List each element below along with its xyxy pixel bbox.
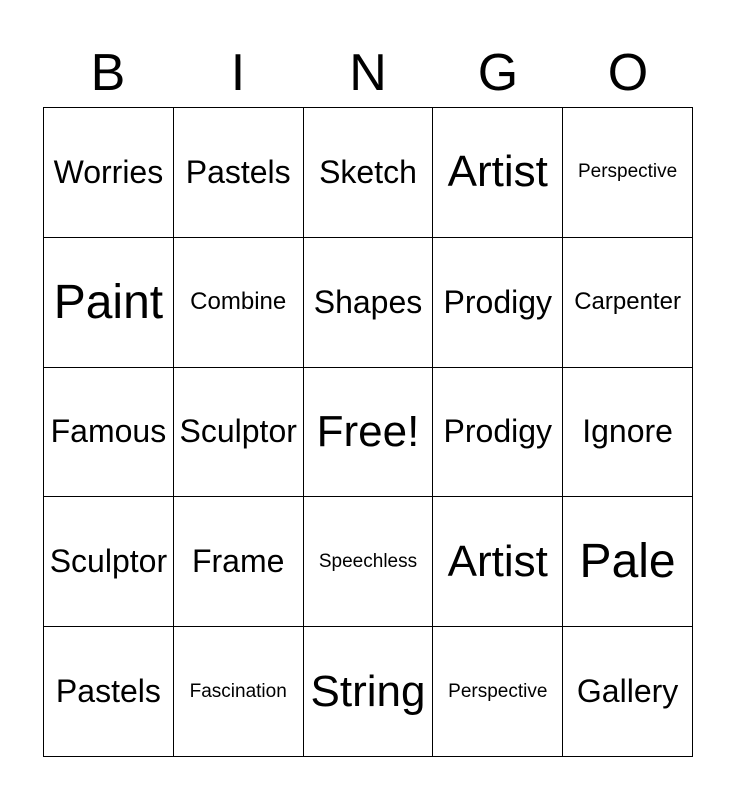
- bingo-cell-r4c4[interactable]: Artist: [433, 497, 563, 627]
- bingo-cell-r5c1[interactable]: Pastels: [44, 627, 174, 757]
- bingo-cell-r3c2[interactable]: Sculptor: [174, 368, 304, 498]
- header-letter-b: B: [90, 44, 126, 102]
- bingo-cell-r4c2[interactable]: Frame: [174, 497, 304, 627]
- bingo-cell-r1c5[interactable]: Perspective: [563, 108, 693, 238]
- header-letter-i: I: [230, 44, 246, 102]
- bingo-cell-r2c2[interactable]: Combine: [174, 238, 304, 368]
- bingo-cell-r5c3[interactable]: String: [304, 627, 434, 757]
- bingo-cell-r5c2[interactable]: Fascination: [174, 627, 304, 757]
- bingo-cell-r2c5[interactable]: Carpenter: [563, 238, 693, 368]
- header-letter-n: N: [349, 44, 387, 102]
- bingo-cell-r5c5[interactable]: Gallery: [563, 627, 693, 757]
- bingo-cell-free[interactable]: Free!: [304, 368, 434, 498]
- bingo-cell-r2c3[interactable]: Shapes: [304, 238, 434, 368]
- bingo-cell-r4c3[interactable]: Speechless: [304, 497, 434, 627]
- bingo-cell-r5c4[interactable]: Perspective: [433, 627, 563, 757]
- bingo-cell-r1c2[interactable]: Pastels: [174, 108, 304, 238]
- bingo-cell-r2c4[interactable]: Prodigy: [433, 238, 563, 368]
- bingo-cell-r4c1[interactable]: Sculptor: [44, 497, 174, 627]
- bingo-cell-r1c4[interactable]: Artist: [433, 108, 563, 238]
- bingo-card: [43, 107, 693, 757]
- bingo-cell-r2c1[interactable]: Paint: [44, 238, 174, 368]
- bingo-cell-r3c5[interactable]: Ignore: [563, 368, 693, 498]
- bingo-cell-r3c4[interactable]: Prodigy: [433, 368, 563, 498]
- bingo-header: [43, 38, 693, 108]
- header-letter-g: G: [477, 44, 519, 102]
- bingo-cell-r1c1[interactable]: Worries: [44, 108, 174, 238]
- bingo-cell-r4c5[interactable]: Pale: [563, 497, 693, 627]
- header-letter-o: O: [607, 44, 649, 102]
- bingo-cell-r3c1[interactable]: Famous: [44, 368, 174, 498]
- bingo-cell-r1c3[interactable]: Sketch: [304, 108, 434, 238]
